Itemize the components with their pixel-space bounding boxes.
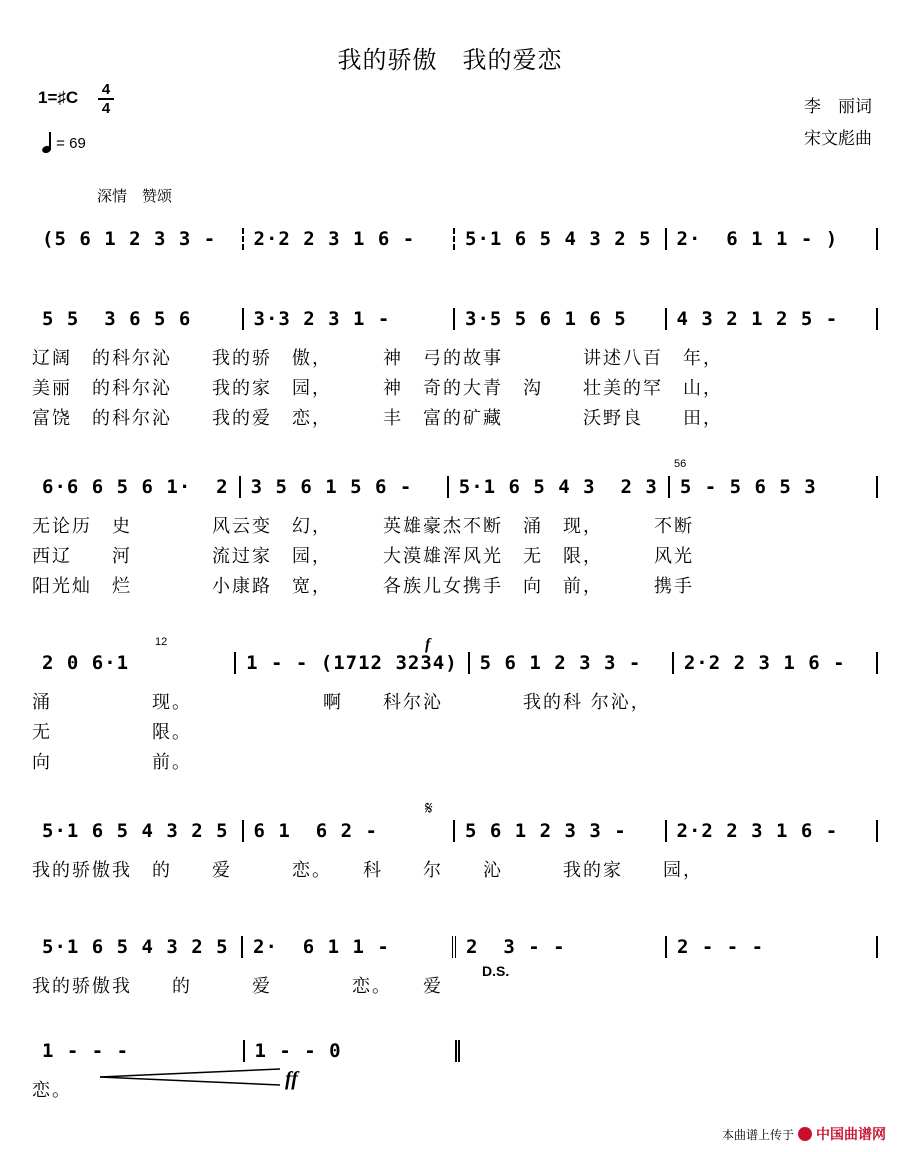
measure: 5 6 1 2 3 3 - [468,652,672,674]
lyrics-verse-1: 无论历 史 风云变 幻， 英雄豪杰不断 涌 现， 不断 [32,516,694,537]
dynamic-fortissimo: ff [285,1068,298,1090]
lyricist-credit: 李 丽词 [804,97,872,117]
lyrics-verse-1: 我的骄傲我 的 爱 恋。 爱 [32,976,443,997]
footer-text: 本曲谱上传于 [721,1127,794,1142]
measure: 2 0 6·1 [42,652,130,674]
lyrics-verse-1: 辽阔 的科尔沁 我的骄 傲， 神 弓的故事 讲述八百 年， [32,348,723,369]
footer-site-name[interactable]: 中国曲谱网 [816,1127,886,1143]
measure: 3·5 5 6 1 6 5 [453,308,665,330]
expression-marking: 深情 赞颂 [97,187,173,205]
dynamic-forte: f [425,636,431,653]
dal-segno-label: D.S. [482,963,510,979]
measure: 5 5 3 6 5 6 [42,308,192,330]
lyrics-verse-3: 向 前。 [32,752,192,773]
measure: (5 6 1 2 3 3 - [42,228,217,250]
measure: 3·3 2 3 1 - [242,308,454,330]
measure: 1 - - (1712 3234) [234,652,467,674]
lyrics-verse-2: 西辽 河 流过家 园， 大漠雄浑风光 无 限， 风光 [32,546,694,567]
measure: 4 3 2 1 2 5 - [665,308,879,330]
notes-line [32,228,878,250]
page-title: 我的骄傲 我的爱恋 [337,46,563,74]
measure: 5·1 6 5 4 3 2 3 [447,476,668,498]
measure: 5·1 6 5 4 3 2 5 [42,936,229,958]
volta-label: 56 [674,458,687,470]
key-signature: 1=♯C [38,88,79,107]
notes-line [32,1040,460,1062]
notes-line [32,652,878,674]
lyrics-verse-1: 我的骄傲我 的 爱 恋。 科 尔 沁 我的家 园， [32,860,703,881]
measure: 2· 6 1 1 - ) [665,228,879,250]
measure: 2·2 2 3 1 6 - [672,652,878,674]
lyrics-verse-3: 阳光灿 烂 小康路 宽， 各族儿女携手 向 前， 携手 [32,576,694,597]
measure: 5 6 1 2 3 3 - [453,820,665,842]
notes-line [32,308,878,330]
measure: 6·6 6 5 6 1· 2 [42,476,229,498]
notes-line [32,476,878,498]
measure: 2·2 2 3 1 6 - [665,820,879,842]
volta-label: 12 [155,636,168,648]
measure: 2· 6 1 1 - [241,936,452,958]
measure: 6 1 6 2 - [242,820,454,842]
measure: 1 - - - [42,1040,130,1062]
measure: 2 - - - [665,936,878,958]
crescendo-hairpin [100,1067,282,1087]
segno-icon: 𝄋 [425,798,433,819]
time-signature [98,82,114,116]
lyrics-verse-2: 美丽 的科尔沁 我的家 园， 神 奇的大青 沟 壮美的罕 山， [32,378,723,399]
time-signature-bottom: 4 [101,100,111,117]
tempo-value: = 69 [56,135,86,152]
tempo-marking [42,131,86,153]
lyrics-verse-3: 富饶 的科尔沁 我的爱 恋， 丰 富的矿藏 沃野良 田， [32,408,723,429]
measure: 5 - 5 6 5 3 [668,476,878,498]
notes-line [32,936,878,958]
footer-credit [722,1124,886,1144]
composer-credit: 宋文彪曲 [804,129,872,149]
measure: 5·1 6 5 4 3 2 5 [42,820,229,842]
quarter-note-icon [42,131,52,153]
lyrics-verse-1: 涌 现。 啊 科尔沁 我的科 尔沁， [32,692,651,713]
site-logo-icon [798,1127,812,1141]
lyrics-verse-2: 无 限。 [32,722,192,743]
measure: 3 5 6 1 5 6 - [239,476,447,498]
measure: 5·1 6 5 4 3 2 5 [453,228,665,250]
time-signature-top: 4 [101,81,111,98]
notes-line [32,820,878,842]
measure: 1 - - 0 [243,1040,461,1062]
measure: 2 3 - - [452,936,665,958]
measure: 2·2 2 3 1 6 - [242,228,454,250]
lyrics-verse-1: 恋。 [32,1080,72,1101]
